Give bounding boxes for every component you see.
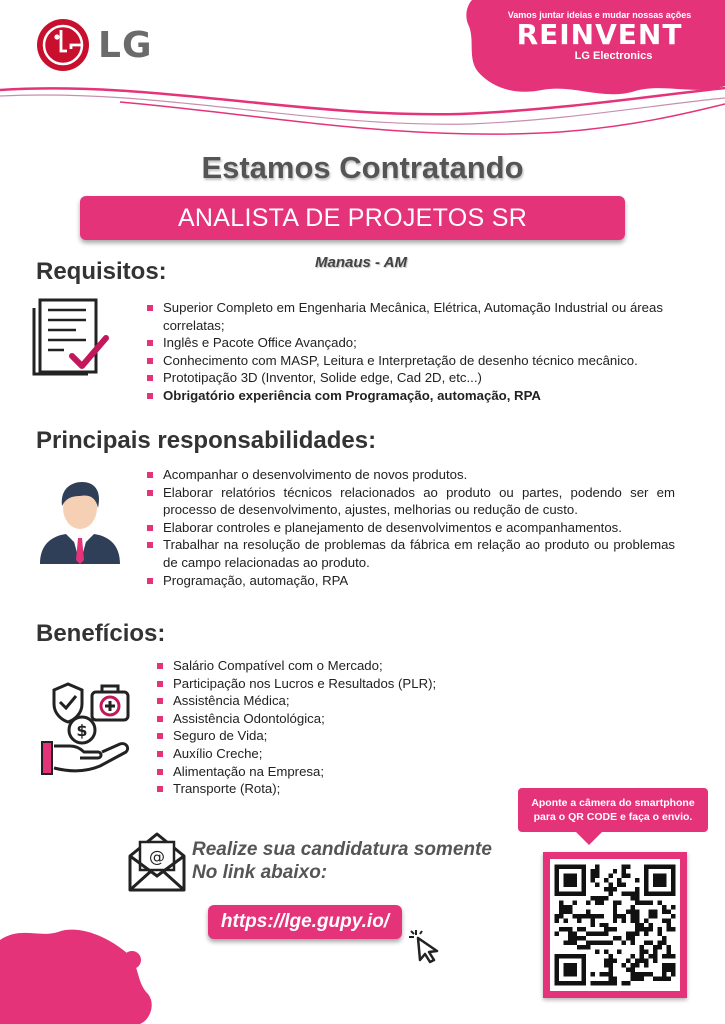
benefits-hand-icon xyxy=(40,682,132,778)
list-item: Alimentação na Empresa; xyxy=(155,763,555,781)
application-link-button[interactable] xyxy=(208,905,402,939)
page-headline: Estamos Contratando xyxy=(201,150,524,185)
email-envelope-icon xyxy=(128,830,186,892)
apply-line1: Realize sua candidatura somente xyxy=(192,839,492,860)
decorative-swoosh xyxy=(0,80,725,160)
svg-text:@: @ xyxy=(149,847,165,866)
job-title-banner xyxy=(80,196,625,240)
checklist-icon xyxy=(30,296,112,378)
qr-code-icon[interactable] xyxy=(550,859,680,991)
qr-frame xyxy=(543,852,687,998)
lg-face-icon xyxy=(36,18,90,72)
list-item: Superior Completo em Engenharia Mecânica, Elétrica, Automação Industrial ou áreas correlatas; xyxy=(145,299,675,334)
list-item: Conhecimento com MASP, Leitura e Interpretação de desenho técnico mecânico. xyxy=(145,352,675,370)
campaign-tagline: Vamos juntar ideias e mudar nossas ações xyxy=(507,10,692,20)
list-item: Seguro de Vida; xyxy=(155,727,555,745)
list-item: Assistência Médica; xyxy=(155,692,555,710)
list-item: Assistência Odontológica; xyxy=(155,710,555,728)
lg-logo xyxy=(36,18,153,72)
cursor-click-icon xyxy=(408,928,444,964)
list-item: Trabalhar na resolução de problemas da fábrica em relação ao produto ou problemas de campo relacionadas ao produto. xyxy=(145,536,675,571)
requirements-title: Requisitos: xyxy=(36,258,167,285)
job-location: Manaus - AM xyxy=(315,254,407,271)
callout-arrow xyxy=(575,831,603,845)
campaign-subtitle: LG Electronics xyxy=(574,50,653,62)
responsibilities-list xyxy=(145,466,675,589)
list-item: Elaborar relatórios técnicos relacionados ao produto ou partes, podendo ser em processo de desenvolvimento, ajustes, melhorias ou redução de custo. xyxy=(145,484,675,519)
requirements-list xyxy=(145,299,675,405)
pink-paint-splash xyxy=(0,920,160,1024)
list-item: Participação nos Lucros e Resultados (PLR); xyxy=(155,675,555,693)
list-item: Prototipação 3D (Inventor, Solide edge, Cad 2D, etc...) xyxy=(145,369,675,387)
qr-instruction-callout xyxy=(518,788,708,832)
svg-text:$: $ xyxy=(76,721,88,740)
benefits-list xyxy=(155,657,555,798)
application-link[interactable]: https://lge.gupy.io/ xyxy=(220,911,390,932)
list-item: Obrigatório experiência com Programação, automação, RPA xyxy=(145,387,675,405)
qr-instruction-line2: para o QR CODE e faça o envio. xyxy=(533,811,693,823)
campaign-title: REINVENT xyxy=(516,18,683,51)
qr-instruction-line1: Aponte a câmera do smartphone xyxy=(531,797,695,809)
businessman-icon xyxy=(36,478,124,566)
list-item: Inglês e Pacote Office Avançado; xyxy=(145,334,675,352)
list-item: Elaborar controles e planejamento de desenvolvimentos e acompanhamentos. xyxy=(145,519,675,537)
list-item: Acompanhar o desenvolvimento de novos produtos. xyxy=(145,466,675,484)
logo-wordmark: LG xyxy=(98,24,153,66)
benefits-title: Benefícios: xyxy=(36,620,166,647)
responsibilities-title: Principais responsabilidades: xyxy=(36,427,377,454)
list-item: Salário Compatível com o Mercado; xyxy=(155,657,555,675)
job-title: ANALISTA DE PROJETOS SR xyxy=(177,203,528,232)
list-item: Programação, automação, RPA xyxy=(145,572,675,590)
list-item: Auxílio Creche; xyxy=(155,745,555,763)
list-item: Transporte (Rota); xyxy=(155,780,555,798)
apply-line2: No link abaixo: xyxy=(192,862,328,883)
apply-instructions xyxy=(192,838,492,884)
